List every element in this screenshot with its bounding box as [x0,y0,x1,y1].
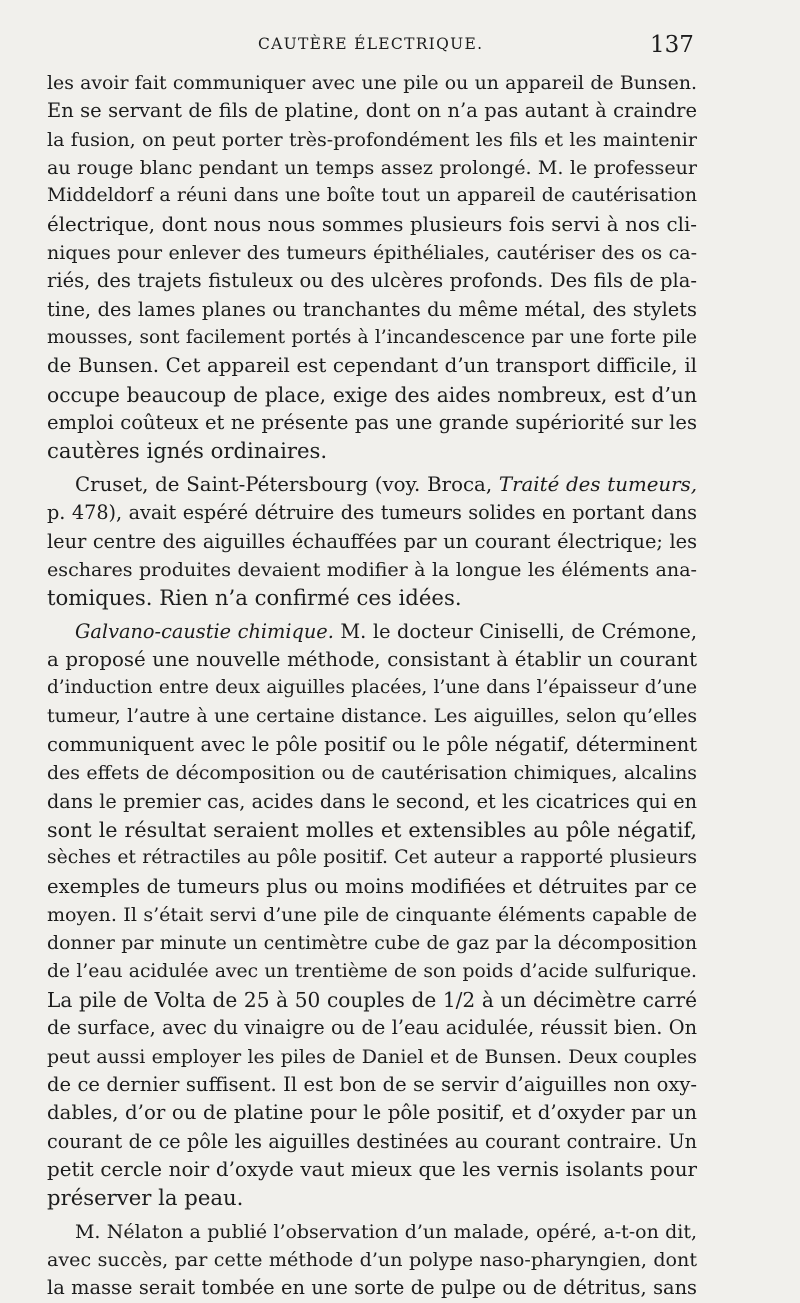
text-line: riés, des trajets fistuleux ou des ulcères profonds. Des fils de pla- [47,269,697,293]
text-line: mousses, sont facilement portés à l’incandescence par une forte pile [47,327,697,349]
text-line: peut aussi employer les piles de Daniel et de Bunsen. Deux couples [47,1045,697,1068]
text-line: préserver la peau. [47,1185,244,1211]
text-line: petit cercle noir d’oxyde vaut mieux que les vernis isolants pour [47,1158,697,1182]
text-line: avec succès, par cette méthode d’un polype naso-pharyngien, dont [47,1249,697,1272]
text-line: sèches et rétractiles au pôle positif. Cet auteur a rapporté plusieurs [47,847,697,869]
text-line: Middeldorf a réuni dans une boîte tout un appareil de cautérisation [47,185,697,207]
text-line: courant de ce pôle les aiguilles destinées au courant contraire. Un [47,1129,697,1153]
text-line: cautères ignés ordinaires. [47,438,328,464]
text-line: tumeur, l’autre à une certaine distance. Les aiguilles, selon qu’elles [47,705,697,727]
text-line: de ce dernier suffisent. Il est bon de se servir d’aiguilles non oxy- [47,1073,697,1097]
text-line: des effets de décomposition ou de cautérisation chimiques, alcalins [47,762,697,785]
text-line: tine, des lames planes ou tranchantes du même métal, des stylets [47,297,697,321]
text-line: les avoir fait communiquer avec une pile ou un appareil de Bunsen. [47,72,697,94]
text-line: exemples de tumeurs plus ou moins modifiées et détruites par ce [47,874,697,898]
text-line: occupe beaucoup de place, exige des aides nombreux, est d’un [47,382,697,407]
page-number: 137 [650,32,694,58]
text-line [47,471,697,499]
text-line: la fusion, on peut porter très-profondément les fils et les maintenir [47,128,697,151]
running-title: CAUTÈRE ÉLECTRIQUE. [258,35,484,53]
paragraph-3 [47,618,697,1213]
paragraph-4 [47,1218,697,1303]
text-line: niques pour enlever des tumeurs épithéliales, cautériser des os ca- [47,242,697,265]
text-line: moyen. Il s’était servi d’une pile de cinquante éléments capable de [47,903,697,926]
text-line: électrique, dont nous nous sommes plusieurs fois servi à nos cli- [47,212,697,236]
text-line: au rouge blanc pendant un temps assez prolongé. M. le professeur [47,157,697,180]
text-line: de Bunsen. Cet appareil est cependant d’un transport difficile, il [47,354,697,378]
text-line: communiquent avec le pôle positif ou le pôle négatif, déterminent [47,732,697,756]
section-heading-italic: Galvano-caustie chimique. [75,619,334,643]
text-line: M. Nélaton a publié l’observation d’un malade, opéré, a-t-on dit, [75,1220,697,1243]
body-text [47,69,697,1303]
text-line: En se servant de fils de platine, dont on n’a pas autant à craindre [47,99,697,123]
text-line [47,618,697,646]
text-line: de surface, avec du vinaigre ou de l’eau acidulée, réussit bien. On [47,1016,697,1040]
paragraph-2 [47,471,697,613]
text-line: emploi coûteux et ne présente pas une grande supériorité sur les [47,411,697,435]
text-line: la masse serait tombée en une sorte de pulpe ou de détritus, sans [47,1276,697,1300]
text-line: dables, d’or ou de platine pour le pôle positif, et d’oxyder par un [47,1101,697,1125]
paragraph-1 [47,69,697,466]
text-line: a proposé une nouvelle méthode, consistant à établir un courant [47,647,697,671]
text-run: M. le docteur Ciniselli, de Crémone, [333,619,697,643]
text-line: d’induction entre deux aiguilles placées, l’une dans l’épaisseur d’une [47,677,697,699]
text-line: de l’eau acidulée avec un trentième de son poids d’acide sulfurique. [47,960,697,982]
text-line: donner par minute un centimètre cube de gaz par la décomposition [47,932,697,955]
text-line: dans le premier cas, acides dans le second, et les cicatrices qui en [47,789,697,813]
text-line: p. 478), avait espéré détruire des tumeurs solides en portant dans [47,501,697,525]
book-title-italic: Traité des tumeurs, [498,472,698,496]
text-run: Cruset, de Saint-Pétersbourg (voy. Broca, [75,472,499,496]
text-line: sont le résultat seraient molles et extensibles au pôle négatif, [47,817,697,842]
text-line: tomiques. Rien n’a confirmé ces idées. [47,585,462,611]
text-line: eschares produites devaient modifier à la longue les éléments ana- [47,558,697,581]
text-line: La pile de Volta de 25 à 50 couples de 1/2 à un décimètre carré [47,988,697,1012]
text-line: leur centre des aiguilles échauffées par un courant électrique; les [47,529,697,553]
